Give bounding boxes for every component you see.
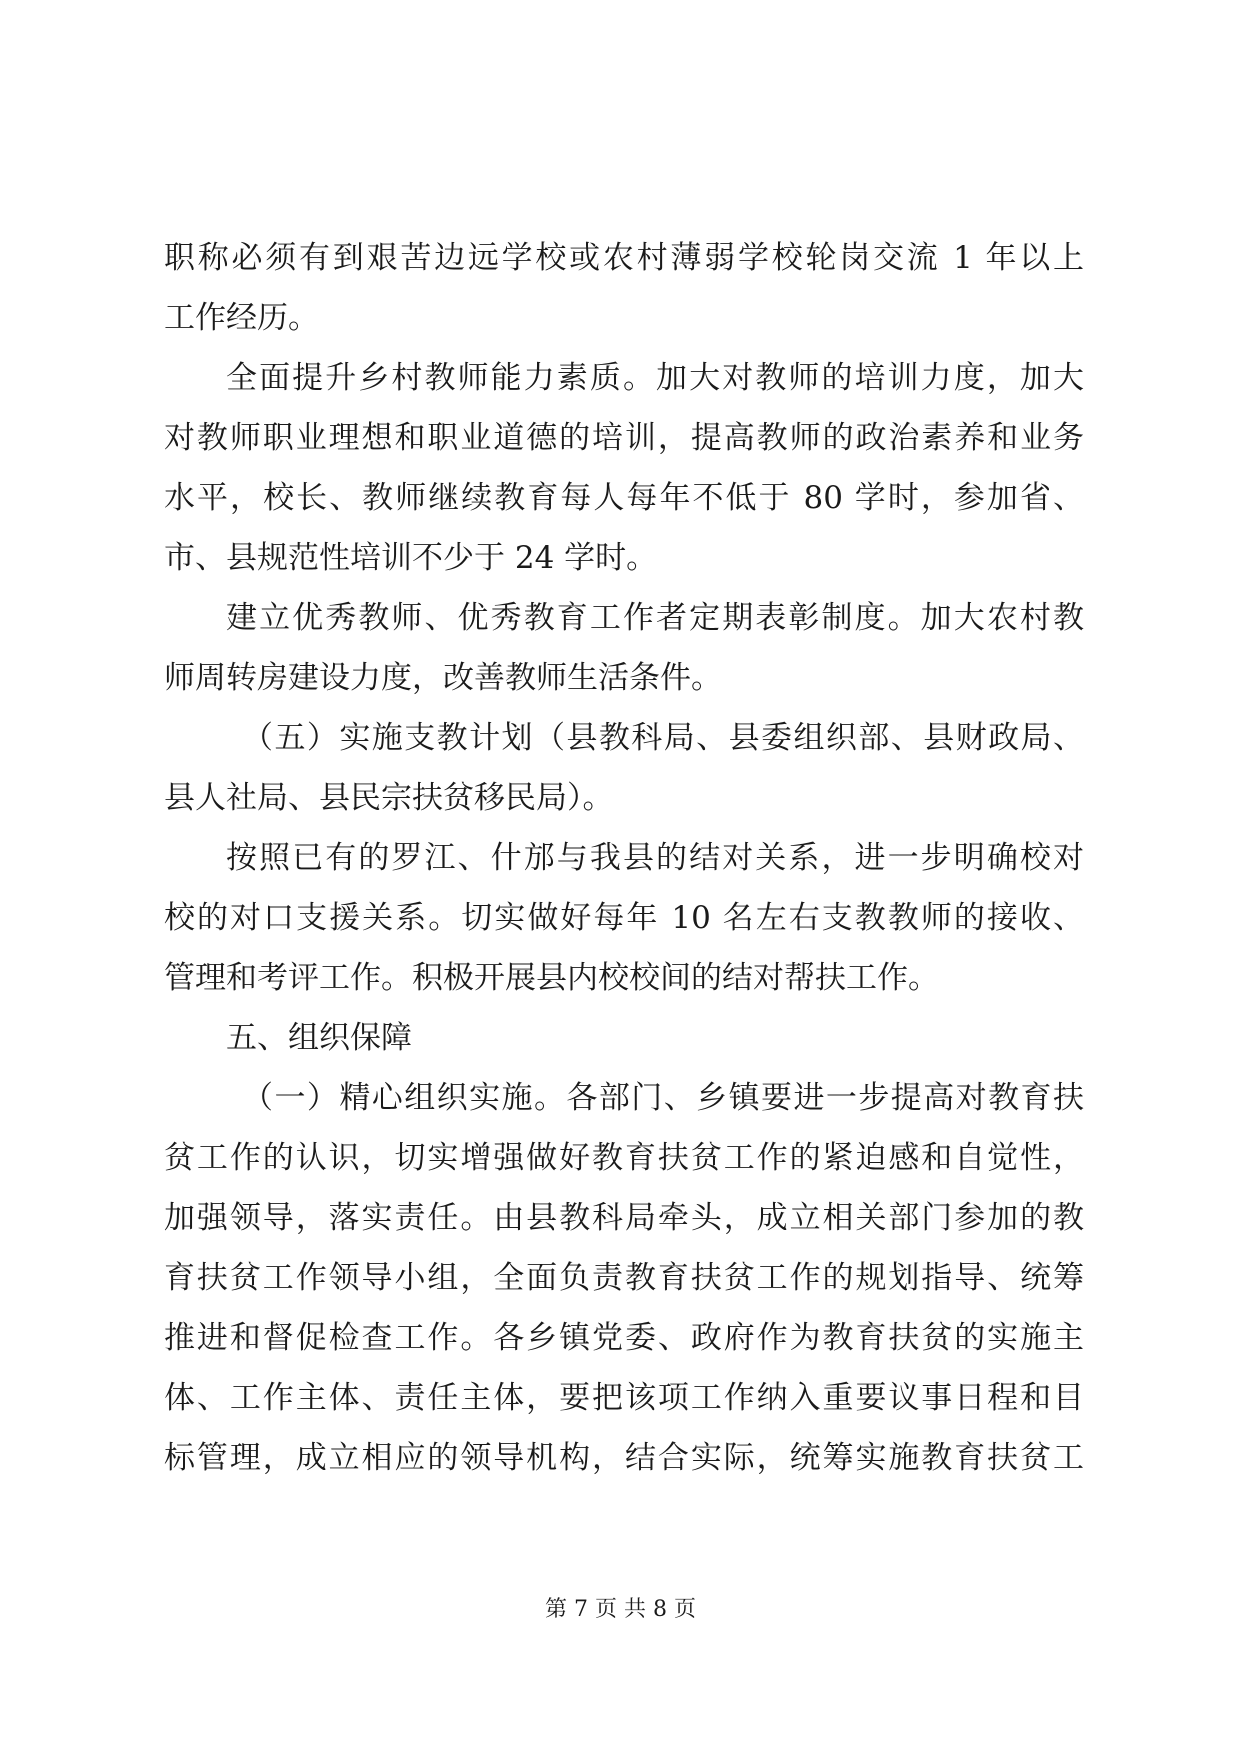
- text-line: 工作经历。: [164, 300, 319, 336]
- page-footer: [0, 1595, 1241, 1625]
- text-line: 市、县规范性培训不少于 24 学时。: [164, 540, 658, 576]
- text-line: 职称必须有到艰苦边远学校或农村薄弱学校轮岗交流 1 年以上: [164, 240, 1084, 276]
- text-line: 县人社局、县民宗扶贫移民局）。: [164, 780, 614, 816]
- document-body: [164, 228, 1084, 1488]
- text-line: 管理和考评工作。积极开展县内校校间的结对帮扶工作。: [164, 960, 939, 996]
- page-number: 第 7 页 共 8 页: [545, 1597, 696, 1622]
- text-line: 体、工作主体、责任主体，要把该项工作纳入重要议事日程和目: [164, 1380, 1084, 1416]
- text-line: 按照已有的罗江、什邡与我县的结对关系，进一步明确校对: [226, 840, 1084, 876]
- text-line: 加强领导，落实责任。由县教科局牵头，成立相关部门参加的教: [164, 1200, 1084, 1236]
- text-line: 标管理，成立相应的领导机构，结合实际，统筹实施教育扶贫工: [164, 1440, 1084, 1476]
- text-line: 育扶贫工作领导小组，全面负责教育扶贫工作的规划指导、统筹: [164, 1260, 1084, 1296]
- text-line: （一）精心组织实施。各部门、乡镇要进一步提高对教育扶: [242, 1080, 1084, 1116]
- text-line: 水平，校长、教师继续教育每人每年不低于 80 学时，参加省、: [164, 480, 1084, 516]
- text-line: 师周转房建设力度，改善教师生活条件。: [164, 660, 722, 696]
- text-line: 对教师职业理想和职业道德的培训，提高教师的政治素养和业务: [164, 420, 1084, 456]
- text-line: 全面提升乡村教师能力素质。加大对教师的培训力度，加大: [226, 360, 1084, 396]
- section-heading: 五、组织保障: [226, 1020, 412, 1056]
- text-line: 建立优秀教师、优秀教育工作者定期表彰制度。加大农村教: [226, 600, 1084, 636]
- section-heading-line: （五）实施支教计划（县教科局、县委组织部、县财政局、: [242, 720, 1084, 756]
- text-line: 贫工作的认识，切实增强做好教育扶贫工作的紧迫感和自觉性，: [164, 1140, 1084, 1176]
- text-line: 推进和督促检查工作。各乡镇党委、政府作为教育扶贫的实施主: [164, 1320, 1084, 1356]
- text-line: 校的对口支援关系。切实做好每年 10 名左右支教教师的接收、: [164, 900, 1084, 936]
